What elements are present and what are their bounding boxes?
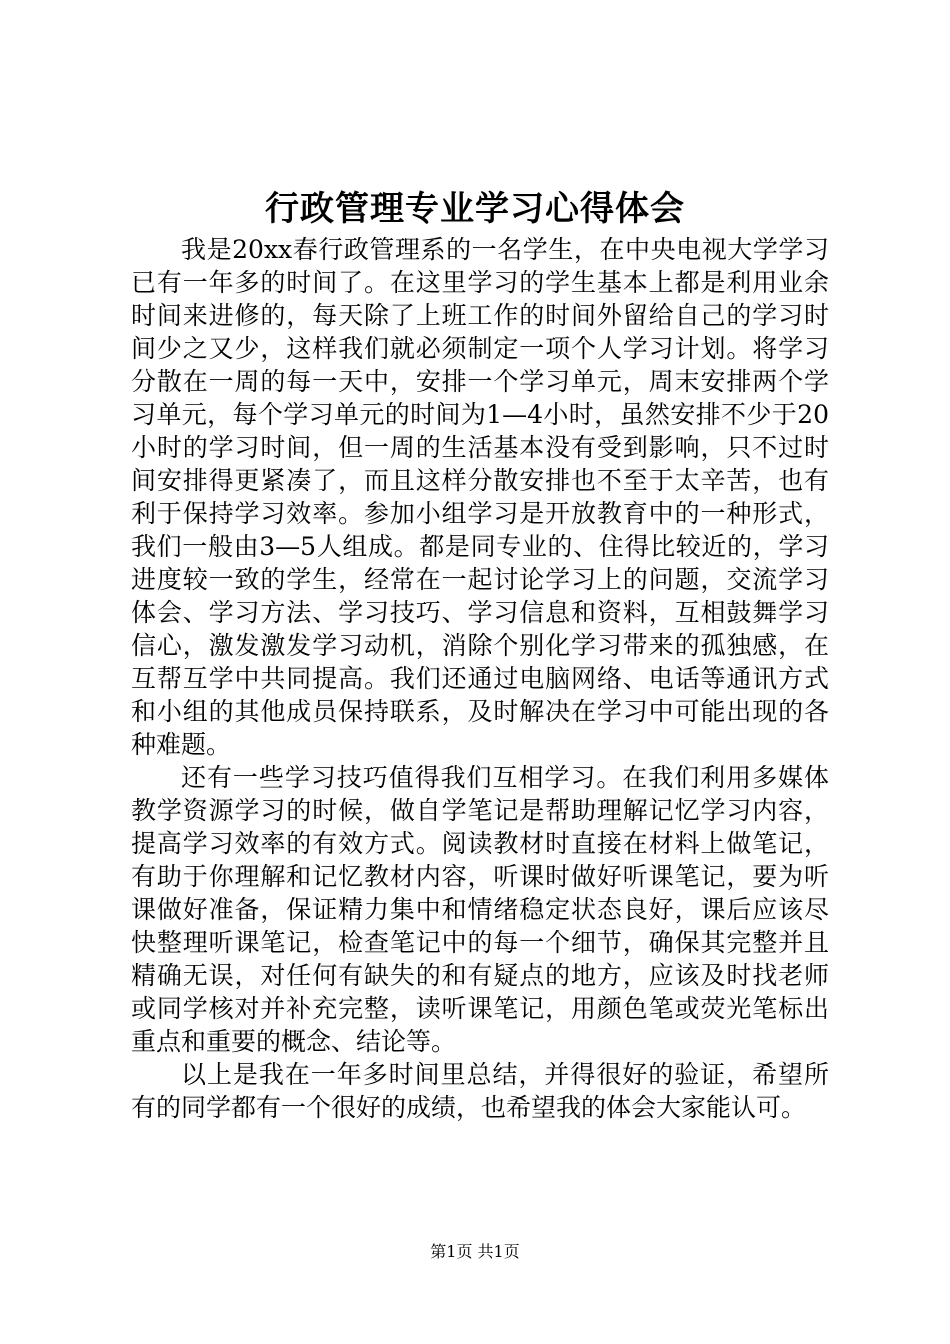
document-body: [131, 233, 829, 1124]
paragraph-1: 我是20xx春行政管理系的一名学生，在中央电视大学学习已有一年多的时间了。在这里学习的学生基本上都是利用业余时间来进修的，每天除了上班工作的时间外留给自己的学习时间少之又少，这样我们就必须制定一项个人学习计划。将学习分散在一周的每一天中，安排一个学习单元，周末安排两个学习单元，每个学习单元的时间为1—4小时，虽然安排不少于20小时的学习时间，但一周的生活基本没有受到影响，只不过时间安排得更紧凑了，而且这样分散安排也不至于太辛苦，也有利于保持学习效率。参加小组学习是开放教育中的一种形式，我们一般由3—5人组成。都是同专业的、住得比较近的，学习进度较一致的学生，经常在一起讨论学习上的问题，交流学习体会、学习方法、学习技巧、学习信息和资料，互相鼓舞学习信心，激发激发学习动机，消除个别化学习带来的孤独感，在互帮互学中共同提高。我们还通过电脑网络、电话等通讯方式和小组的其他成员保持联系，及时解决在学习中可能出现的各种难题。: [131, 235, 829, 759]
paragraph-3: 以上是我在一年多时间里总结，并得很好的验证，希望所有的同学都有一个很好的成绩，也希望我的体会大家能认可。: [131, 1060, 829, 1122]
page-footer: 第1页 共1页: [430, 1242, 520, 1261]
paragraph-2: 还有一些学习技巧值得我们互相学习。在我们利用多媒体教学资源学习的时候，做自学笔记是帮助理解记忆学习内容，提高学习效率的有效方式。阅读教材时直接在材料上做笔记，有助于你理解和记忆教材内容，听课时做好听课笔记，要为听课做好准备，保证精力集中和情绪稳定状态良好，课后应该尽快整理听课笔记，检查笔记中的每一个细节，确保其完整并且精确无误，对任何有缺失的和有疑点的地方，应该及时找老师或同学核对并补充完整，读听课笔记，用颜色笔或荧光笔标出重点和重要的概念、结论等。: [131, 763, 829, 1056]
document-title: 行政管理专业学习心得体会: [265, 189, 685, 229]
